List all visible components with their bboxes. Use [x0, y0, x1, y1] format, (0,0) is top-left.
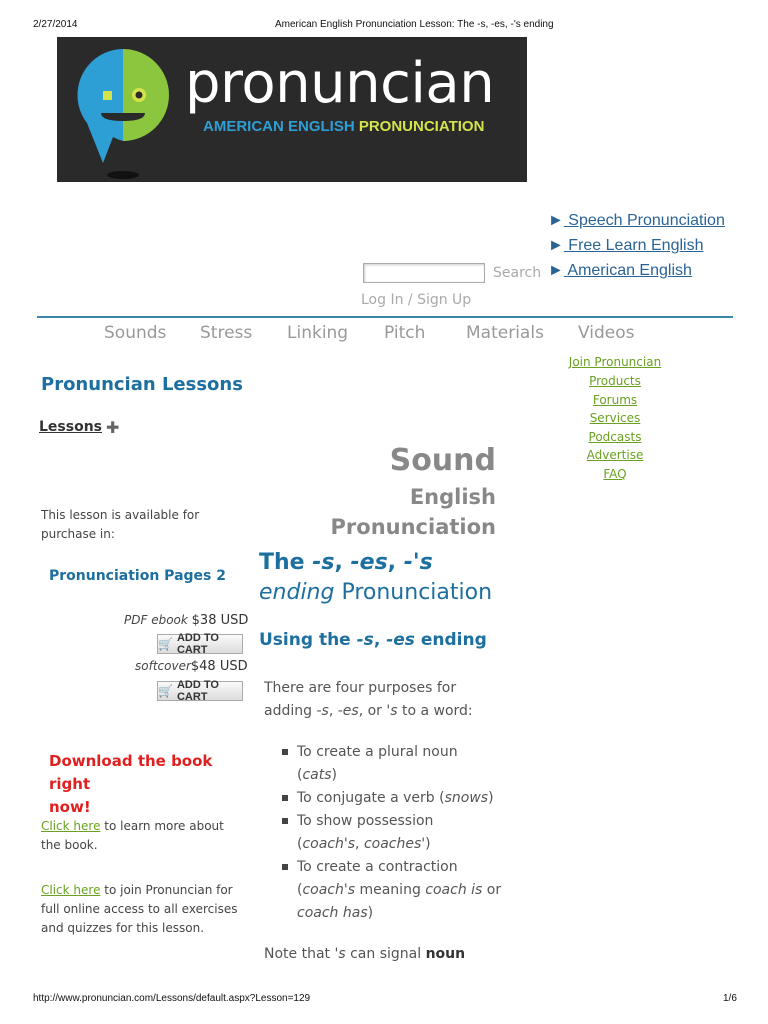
intro-text: , or: [358, 703, 387, 719]
softcover-price: $48 USD: [190, 659, 248, 674]
american-english-link[interactable]: [548, 262, 692, 280]
list-item-example: coach's: [302, 882, 356, 898]
sub-heading-comma: ,: [373, 630, 387, 650]
search-input[interactable]: [363, 263, 485, 283]
book-title[interactable]: Pronunciation Pages 2: [49, 568, 226, 584]
join-line-2: full online access to all exercises: [41, 902, 238, 916]
intro-text: to a word:: [397, 703, 473, 719]
cart-icon: 🛒: [158, 684, 173, 698]
lesson-title-ending: ending: [259, 580, 335, 605]
add-to-cart-pdf-button[interactable]: [157, 634, 243, 654]
softcover-price-row: [135, 659, 248, 674]
intro-es: -es: [337, 703, 359, 719]
podcasts-link[interactable]: Podcasts: [588, 430, 642, 444]
download-book-callout: [49, 750, 249, 819]
list-item-text: To conjugate a verb (: [297, 790, 445, 806]
pdf-price: $38 USD: [191, 613, 249, 628]
learn-more-text: [41, 817, 224, 855]
list-item-example: coach's: [302, 836, 356, 852]
list-item-example: cats: [302, 767, 332, 783]
intro-paragraph: [264, 677, 514, 723]
logo-wordmark: pronuncian: [185, 51, 495, 116]
print-date: 2/27/2014: [33, 19, 78, 30]
note-noun: noun: [425, 946, 466, 962]
join-text: [41, 881, 237, 938]
arrow-right-icon: ►: [548, 212, 564, 229]
lesson-title-aps: -'s: [403, 550, 433, 575]
note-text: can signal: [345, 946, 426, 962]
list-item-text: ,: [355, 836, 364, 852]
using-ending-heading: [259, 630, 487, 650]
list-item-text: To show possession: [297, 813, 434, 829]
products-link[interactable]: Products: [589, 374, 641, 388]
intro-text: ,: [328, 703, 338, 719]
list-item-example: coach is: [425, 882, 483, 898]
forums-link[interactable]: Forums: [592, 393, 638, 407]
join-link[interactable]: Click here: [41, 883, 101, 897]
join-line-3: and quizzes for this lesson.: [41, 921, 205, 935]
note-paragraph: [264, 943, 465, 966]
nav-videos[interactable]: Videos: [578, 323, 635, 343]
sub-heading-ending: ending: [414, 630, 487, 650]
list-item-text: To create a plural noun: [297, 744, 458, 760]
add-to-cart-label: ADD TO CART: [176, 679, 219, 703]
download-line-2: now!: [49, 798, 91, 816]
american-english-label: American English: [567, 262, 692, 279]
tagline-american-english: AMERICAN ENGLISH: [203, 118, 355, 135]
intro-aps: 's: [386, 703, 398, 719]
learn-more-line-2: the book.: [41, 838, 98, 852]
list-item-text: or: [482, 882, 502, 898]
intro-s: -s: [316, 703, 329, 719]
list-item: To create a contraction (coach's meaning coach is or coach has): [280, 856, 520, 925]
list-item-example: snows: [444, 790, 489, 806]
join-pronuncian-link[interactable]: Join Pronuncian: [568, 355, 662, 369]
download-line-1: Download the book right: [49, 752, 213, 793]
print-page-number: 1/6: [723, 993, 737, 1004]
login-signup-link[interactable]: Log In / Sign Up: [361, 292, 472, 308]
join-line-1: to join Pronuncian for: [100, 883, 233, 897]
speech-pronunciation-label: Speech Pronunciation: [568, 212, 725, 229]
sub-heading-es: -es: [386, 630, 415, 650]
free-learn-english-link[interactable]: [548, 237, 703, 255]
lesson-title-the: The: [259, 550, 313, 575]
learn-more-line-1: to learn more about: [100, 819, 224, 833]
lesson-title-comma: ,: [334, 550, 351, 575]
search-button[interactable]: Search: [493, 265, 542, 281]
pronuncian-logo-icon: [73, 45, 173, 185]
pronuncian-banner[interactable]: [57, 37, 527, 182]
services-link[interactable]: Services: [589, 411, 641, 425]
note-aps: 's: [334, 946, 346, 962]
note-text: Note that: [264, 946, 335, 962]
intro-line-1: There are four purposes for: [264, 680, 457, 696]
list-item: To show possession (coach's, coaches'): [280, 810, 520, 856]
arrow-right-icon: ►: [548, 237, 564, 254]
nav-materials[interactable]: Materials: [466, 323, 544, 343]
purposes-list: [280, 741, 520, 925]
arrow-right-icon: ►: [548, 262, 564, 279]
tagline-pronunciation: PRONUNCIATION: [358, 118, 485, 135]
lesson-title-pronunciation: Pronunciation: [334, 580, 493, 605]
list-item-example: coach has: [297, 905, 368, 921]
lesson-title: [259, 548, 519, 608]
nav-divider: [37, 316, 733, 318]
list-item-example: coaches': [363, 836, 426, 852]
learn-more-link[interactable]: Click here: [41, 819, 101, 833]
print-title: American English Pronunciation Lesson: The -s, -es, -'s ending: [275, 19, 554, 30]
availability-text: [41, 506, 199, 544]
sub-heading-s: -s: [356, 630, 374, 650]
advertise-link[interactable]: Advertise: [586, 448, 644, 462]
intro-text: adding: [264, 703, 317, 719]
speech-pronunciation-link[interactable]: [548, 212, 725, 230]
lesson-title-es: -es: [350, 550, 388, 575]
softcover-label: softcover: [135, 659, 191, 673]
logo-tagline: [203, 118, 484, 135]
free-learn-english-label: Free Learn English: [568, 237, 704, 254]
pdf-label: PDF ebook: [124, 613, 188, 627]
add-to-cart-softcover-button[interactable]: [157, 681, 243, 701]
lessons-toggle[interactable]: Lessons: [39, 419, 102, 435]
pdf-price-row: [124, 613, 248, 628]
lesson-title-comma: ,: [387, 550, 404, 575]
availability-line-2: purchase in:: [41, 527, 115, 541]
availability-line-1: This lesson is available for: [41, 508, 200, 522]
english-heading: English: [409, 485, 496, 509]
list-item: To conjugate a verb (snows): [280, 787, 520, 810]
sub-heading-using: Using the: [259, 630, 357, 650]
plus-icon[interactable]: ✚: [106, 418, 120, 437]
print-url: http://www.pronuncian.com/Lessons/default.aspx?Lesson=129: [33, 993, 311, 1004]
list-item: To create a plural noun (cats): [280, 741, 520, 787]
lesson-title-s: -s: [312, 550, 335, 575]
pronuncian-lessons-title: Pronuncian Lessons: [41, 374, 243, 395]
add-to-cart-label: ADD TO CART: [176, 632, 219, 656]
nav-linking[interactable]: Linking: [287, 323, 349, 343]
sound-heading: Sound: [389, 443, 496, 478]
cart-icon: 🛒: [158, 637, 173, 651]
nav-pitch[interactable]: Pitch: [384, 323, 426, 343]
list-item-text: meaning: [355, 882, 426, 898]
nav-stress[interactable]: Stress: [200, 323, 253, 343]
nav-sounds[interactable]: Sounds: [104, 323, 167, 343]
list-item-text: To create a contraction: [297, 859, 458, 875]
pronunciation-heading: Pronunciation: [330, 515, 496, 539]
faq-link[interactable]: FAQ: [603, 467, 627, 481]
